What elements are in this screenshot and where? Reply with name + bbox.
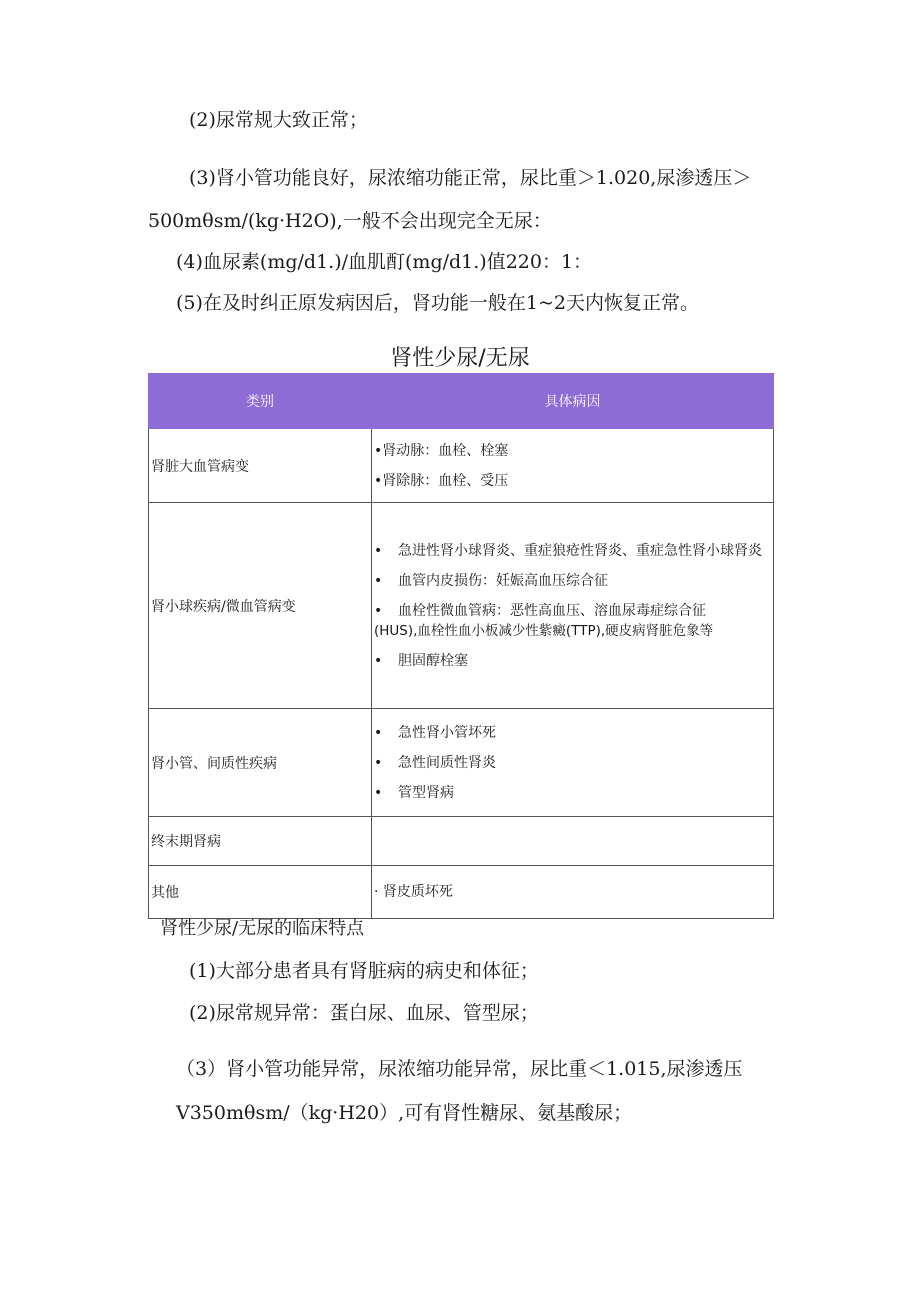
row-category: 终末期肾病 <box>149 817 372 866</box>
table-row <box>149 817 774 866</box>
feature-3-line2: V350mθsm∕（kg·H20）,可有肾性糖尿、氨基酸尿； <box>176 1102 633 1124</box>
cause-table <box>148 373 774 919</box>
row-category: 肾小管、间质性疾病 <box>149 709 372 817</box>
cause-item: 血栓性微血管病：恶性高血压、溶血尿毒症综合征 <box>398 602 706 619</box>
bullet-icon: • <box>374 572 383 589</box>
table-row <box>149 503 774 709</box>
header-causes: 具体病因 <box>372 374 774 429</box>
cause-item: · 肾皮质坏死 <box>374 884 453 900</box>
paragraph-2: (2)尿常规大致正常； <box>189 109 368 131</box>
feature-1: (1)大部分患者具有肾脏病的病史和体征； <box>189 960 539 982</box>
bullet-icon: • <box>374 602 383 619</box>
table-row <box>149 866 774 919</box>
bullet-icon: • <box>374 652 383 669</box>
paragraph-4: (4)血尿素(mg∕d1.)/血肌酊(mg∕d1.)值220：1： <box>176 251 593 273</box>
cause-item: 胆固醇栓塞 <box>398 652 468 669</box>
bullet-icon: • <box>374 784 383 801</box>
row-causes <box>372 866 774 919</box>
cause-item-continued: (HUS),血栓性血小板减少性紫癜(TTP),硬皮病肾脏危象等 <box>374 622 714 639</box>
bullet-icon: • <box>374 724 383 741</box>
paragraph-5: (5)在及时纠正原发病因后，肾功能一般在1~2天内恢复正常。 <box>176 292 700 314</box>
features-heading: 肾性少尿/无尿的临床特点 <box>160 918 365 939</box>
cause-item: •肾动脉：血栓、栓塞 <box>374 442 509 459</box>
row-causes <box>372 709 774 817</box>
row-category: 肾小球疾病/微血管病变 <box>149 503 372 709</box>
paragraph-3-line2: 500mθsm∕(kg·H2O),一般不会出现完全无尿： <box>148 210 552 232</box>
feature-3-line1: （3）肾小管功能异常，尿浓缩功能异常，尿比重＜1.015,尿渗透压 <box>176 1058 743 1080</box>
row-causes <box>372 503 774 709</box>
cause-item: 血管内皮损伤：妊娠高血压综合征 <box>398 572 608 589</box>
table-row <box>149 429 774 503</box>
bullet-icon: • <box>374 754 383 771</box>
table-row <box>149 709 774 817</box>
cause-item: 管型肾病 <box>398 784 454 801</box>
row-causes <box>372 429 774 503</box>
table-title: 肾性少尿/无尿 <box>390 346 530 371</box>
table-header-row <box>149 374 774 429</box>
paragraph-3-line1: (3)肾小管功能良好，尿浓缩功能正常，尿比重＞1.020,尿渗透压＞ <box>189 167 752 189</box>
cause-item: 急性肾小管坏死 <box>398 724 496 741</box>
cause-item: •肾除脉：血栓、受压 <box>374 472 509 489</box>
feature-2: (2)尿常规异常：蛋白尿、血尿、管型尿； <box>189 1002 539 1024</box>
cause-item: 急性间质性肾炎 <box>398 754 496 771</box>
bullet-icon: • <box>374 542 383 559</box>
row-causes <box>372 817 774 866</box>
header-category: 类别 <box>149 374 372 429</box>
cause-item: 急进性肾小球肾炎、重症狼疮性肾炎、重症急性肾小球肾炎 <box>398 542 762 559</box>
row-category: 肾脏大血管病变 <box>149 429 372 503</box>
row-category: 其他 <box>149 866 372 919</box>
